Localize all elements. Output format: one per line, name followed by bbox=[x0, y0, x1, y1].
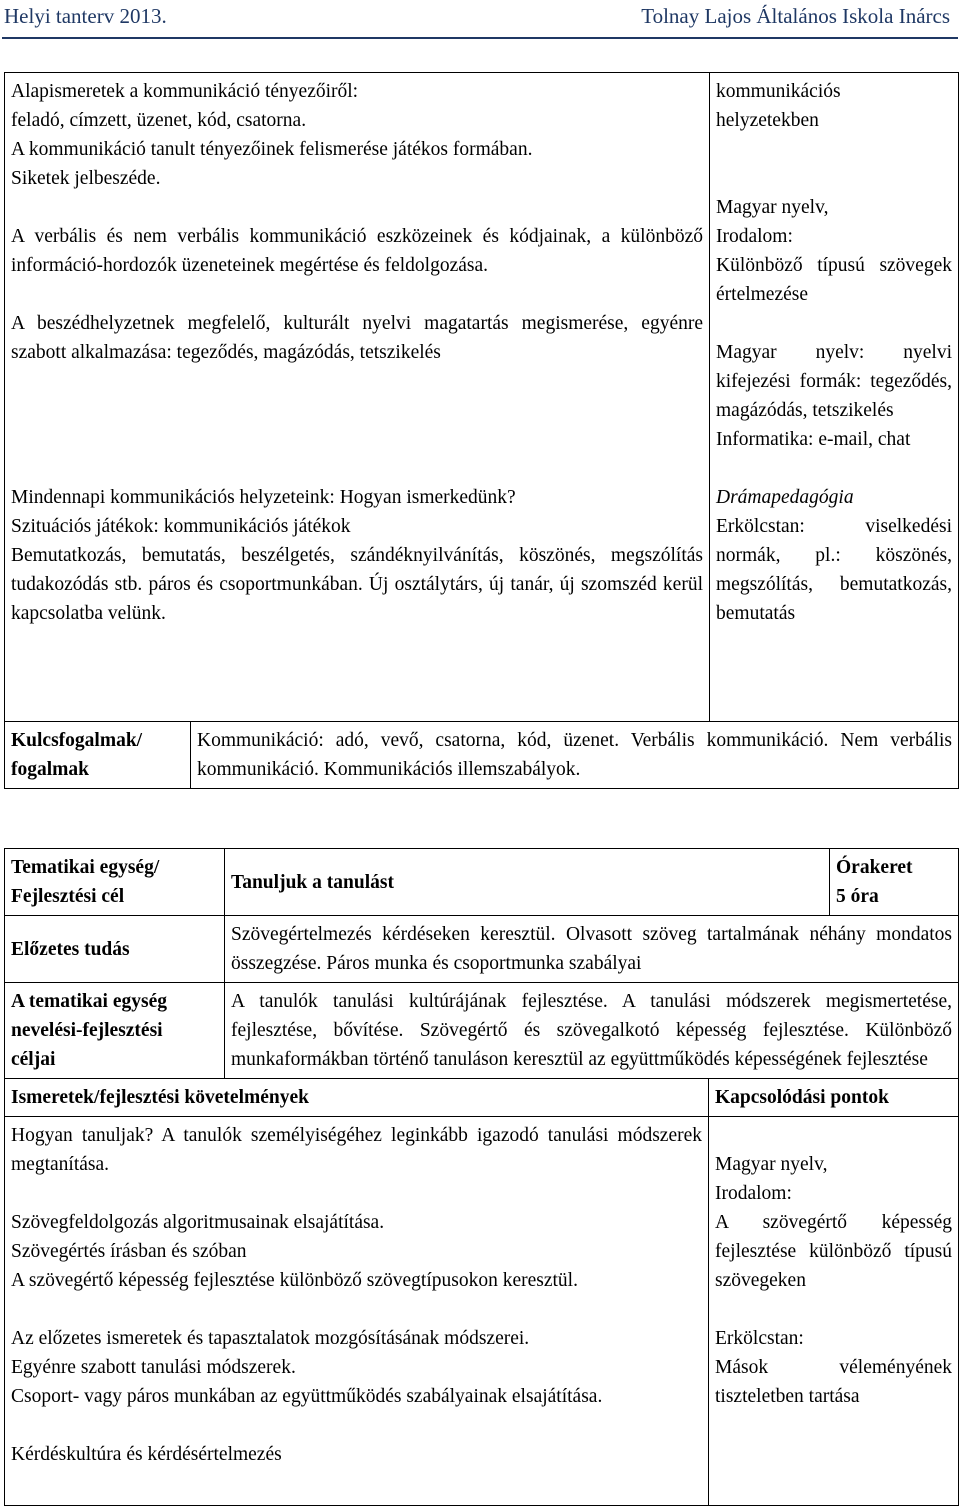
text-line: Kérdéskultúra és kérdésértelmezés bbox=[11, 1444, 282, 1465]
goals-value bbox=[225, 983, 959, 1079]
text-line: Egyénre szabott tanulási módszerek. bbox=[11, 1357, 296, 1378]
text-line: A tematikai egység bbox=[11, 991, 167, 1012]
paragraph: A szövegértő képesség fejlesztése különböző szövegtípusokon keresztül. bbox=[11, 1270, 578, 1291]
text-line: helyzetekben bbox=[716, 110, 819, 131]
paragraph: Szövegértelmezés kérdéseken keresztül. Olvasott szöveg tartalmának néhány mondatos összegzése. Páros munka és csoportmunka szabályai bbox=[231, 924, 953, 974]
table-row bbox=[5, 1079, 959, 1117]
text-line: Alapismeretek a kommunikáció tényezőiről: bbox=[11, 81, 359, 102]
text-line: Irodalom: bbox=[716, 226, 793, 247]
text-line: Kulcsfogalmak/ bbox=[11, 730, 143, 751]
text-line: Ismeretek/fejlesztési követelmények bbox=[11, 1087, 309, 1108]
paragraph: Mások véleményének tiszteletben tartása bbox=[715, 1357, 953, 1407]
goals-label bbox=[5, 983, 225, 1079]
prior-knowledge-label bbox=[5, 916, 225, 983]
text-line: Szövegfeldolgozás algoritmusainak elsajátítása. bbox=[11, 1212, 385, 1233]
text-line: Irodalom: bbox=[715, 1183, 792, 1204]
text-line: fogalmak bbox=[11, 759, 89, 780]
paragraph: A verbális és nem verbális kommunikáció eszközeinek és kódjainak, a különböző információ-hordozók üzeneteinek megértése és feldolgozása. bbox=[11, 226, 703, 276]
table-row bbox=[5, 849, 959, 916]
requirements-cell bbox=[5, 73, 710, 722]
table-row bbox=[5, 916, 959, 983]
text-line: Szövegértés írásban és szóban bbox=[11, 1241, 247, 1262]
paragraph: Hogyan tanuljak? A tanulók személyiségéhez leginkább igazodó tanulási módszerek megtanítása. bbox=[11, 1125, 702, 1175]
text-line: Kapcsolódási pontok bbox=[715, 1087, 889, 1108]
text-line: A kommunikáció tanult tényezőinek felismerése játékos formában. bbox=[11, 139, 533, 160]
text-line: Mindennapi kommunikációs helyzeteink: Hogyan ismerkedünk? bbox=[11, 487, 516, 508]
curriculum-table-2 bbox=[4, 848, 959, 1506]
page-header bbox=[0, 0, 960, 40]
key-concepts-label bbox=[5, 722, 191, 789]
connections-header bbox=[709, 1079, 959, 1117]
text-line: feladó, címzett, üzenet, kód, csatorna. bbox=[11, 110, 307, 131]
table-row bbox=[5, 983, 959, 1079]
table-row bbox=[5, 1117, 959, 1506]
table-row bbox=[5, 73, 959, 722]
requirements-header bbox=[5, 1079, 709, 1117]
connections-cell bbox=[709, 1117, 959, 1506]
paragraph: Informatika: e-mail, chat bbox=[716, 429, 911, 450]
text-line: Órakeret bbox=[836, 857, 913, 878]
key-concepts-value bbox=[191, 722, 959, 789]
text-line: Drámapedagógia bbox=[716, 487, 854, 508]
text-line: Siketek jelbeszéde. bbox=[11, 168, 161, 189]
header-rule bbox=[2, 37, 958, 39]
text-line: céljai bbox=[11, 1049, 56, 1070]
paragraph: Magyar nyelv: nyelvi kifejezési formák: tegeződés, magázódás, tetszikelés bbox=[716, 342, 952, 421]
paragraph: A beszédhelyzetnek megfelelő, kulturált nyelvi magatartás megismerése, egyénre szabott alkalmazása: tegeződés, magázódás, tetszikelés bbox=[11, 313, 703, 363]
text-line: Tematikai egység/ bbox=[11, 857, 160, 878]
text-line: nevelési-fejlesztési bbox=[11, 1020, 163, 1041]
prior-knowledge-value bbox=[225, 916, 959, 983]
curriculum-table-1 bbox=[4, 72, 959, 789]
requirements-cell bbox=[5, 1117, 709, 1506]
paragraph: Bemutatkozás, bemutatás, beszélgetés, szándéknyilvánítás, köszönés, megszólítás tudakozódás stb. páros és csoportmunkában. Új osztálytárs, új tanár, új szomszéd kerül kapcsolatba velünk. bbox=[11, 545, 703, 624]
text-line: Szituációs játékok: kommunikációs játékok bbox=[11, 516, 351, 537]
header-right-title: Tolnay Lajos Általános Iskola Inárcs bbox=[641, 4, 950, 28]
hours-cell bbox=[830, 849, 959, 916]
text-line: 5 óra bbox=[836, 886, 879, 907]
header-left-title: Helyi tanterv 2013. bbox=[4, 4, 167, 28]
text-line: Az előzetes ismeretek és tapasztalatok mozgósításának módszerei. bbox=[11, 1328, 530, 1349]
unit-title bbox=[225, 849, 830, 916]
text-line: Előzetes tudás bbox=[11, 938, 130, 960]
text-line: kommunikációs bbox=[716, 81, 841, 102]
text-line: Erkölcstan: bbox=[715, 1328, 804, 1349]
table-row bbox=[5, 722, 959, 789]
text-line: Magyar nyelv, bbox=[716, 197, 829, 218]
paragraph: Különböző típusú szövegek értelmezése bbox=[716, 255, 952, 305]
paragraph: Kommunikáció: adó, vevő, csatorna, kód, üzenet. Verbális kommunikáció. Nem verbális kommunikáció. Kommunikációs illemszabályok. bbox=[197, 730, 952, 780]
unit-label bbox=[5, 849, 225, 916]
paragraph: Csoport- vagy páros munkában az együttműködés szabályainak elsajátítása. bbox=[11, 1386, 603, 1407]
text-line: Tanuljuk a tanulást bbox=[231, 871, 394, 893]
text-span: Erkölcstan: viselkedési normák, pl.: köszönés, megszólítás, bemutatkozás, bemutatás bbox=[716, 516, 952, 624]
paragraph: A tanulók tanulási kultúrájának fejlesztése. A tanulási módszerek megismertetése, fejlesztése, bővítése. Szövegértő és szövegalkotó képesség fejlesztése. Különböző munkaformákban történő tanuláson keresztül az együttműködés képességének fejlesztése bbox=[231, 991, 953, 1070]
text-line: Fejlesztési cél bbox=[11, 886, 125, 907]
connections-cell bbox=[710, 73, 959, 722]
paragraph: A szövegértő képesség fejlesztése különböző típusú szövegeken bbox=[715, 1212, 953, 1291]
paragraph bbox=[716, 512, 952, 628]
text-line: Magyar nyelv, bbox=[715, 1154, 828, 1175]
